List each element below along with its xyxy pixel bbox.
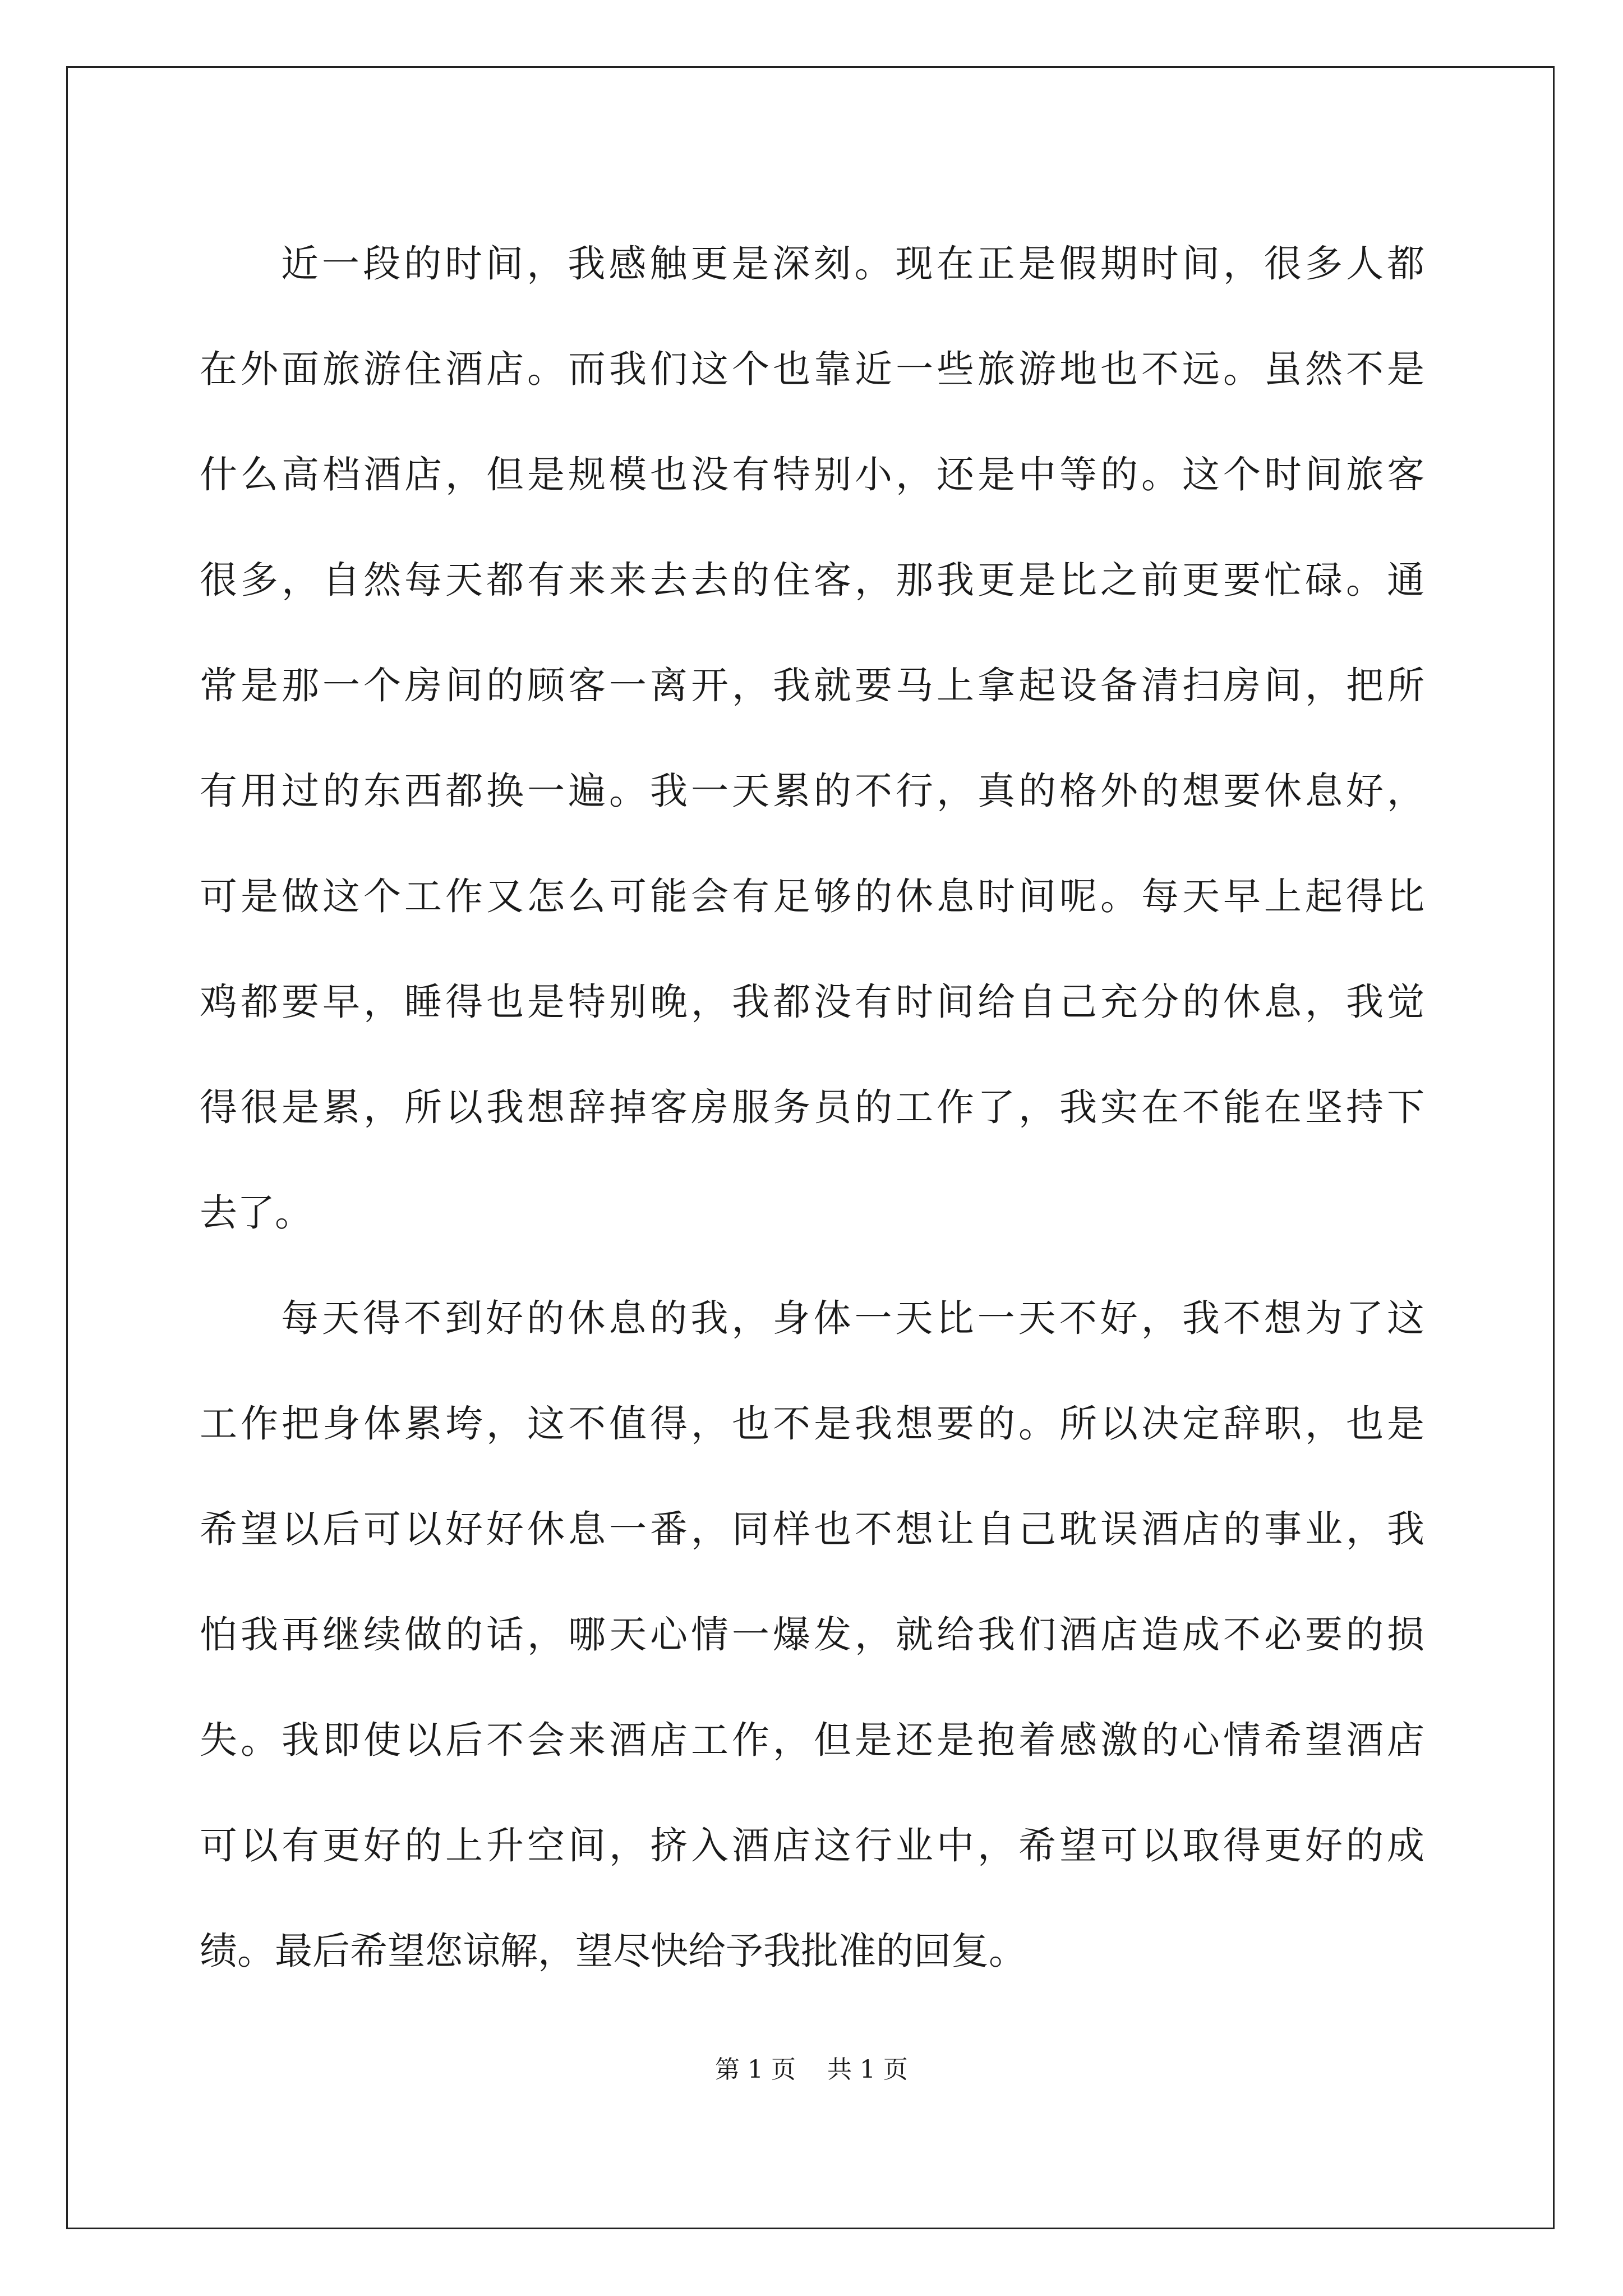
paragraph-line: 去了。: [200, 1191, 312, 1235]
paragraph-line: 在外面旅游住酒店。而我们这个也靠近一些旅游地也不远。虽然不是: [200, 347, 1424, 391]
paragraph-line: 每天得不到好的休息的我，身体一天比一天不好，我不想为了这: [281, 1296, 1424, 1340]
paragraph-line: 很多，自然每天都有来来去去的住客，那我更是比之前更要忙碌。通: [200, 558, 1424, 602]
paragraph-line: 可以有更好的上升空间，挤入酒店这行业中，希望可以取得更好的成: [200, 1824, 1424, 1867]
paragraph-line: 鸡都要早，睡得也是特别晚，我都没有时间给自己充分的休息，我觉: [200, 980, 1424, 1024]
paragraph-line: 得很是累，所以我想辞掉客房服务员的工作了，我实在不能在坚持下: [200, 1085, 1424, 1129]
page-number-footer: 第 1 页 共 1 页: [715, 2055, 908, 2084]
paragraph-line: 工作把身体累垮，这不值得，也不是我想要的。所以决定辞职，也是: [200, 1402, 1424, 1446]
paragraph-line: 什么高档酒店，但是规模也没有特别小，还是中等的。这个时间旅客: [200, 453, 1424, 496]
paragraph-2: [200, 1266, 1424, 2004]
paragraph-line: 希望以后可以好好休息一番，同样也不想让自己耽误酒店的事业，我: [200, 1507, 1424, 1551]
paragraph-line: 怕我再继续做的话，哪天心情一爆发，就给我们酒店造成不必要的损: [200, 1613, 1424, 1657]
paragraph-line: 常是那一个房间的顾客一离开，我就要马上拿起设备清扫房间，把所: [200, 664, 1424, 707]
paragraph-1: [200, 211, 1424, 1266]
paragraph-line: 可是做这个工作又怎么可能会有足够的休息时间呢。每天早上起得比: [200, 875, 1424, 918]
paragraph-line: 近一段的时间，我感触更是深刻。现在正是假期时间，很多人都: [281, 242, 1424, 286]
paragraph-line: 失。我即使以后不会来酒店工作，但是还是抱着感激的心情希望酒店: [200, 1718, 1424, 1762]
paragraph-line: 有用过的东西都换一遍。我一天累的不行，真的格外的想要休息好，: [200, 769, 1424, 813]
document-body: [200, 211, 1424, 2004]
paragraph-line: 绩。最后希望您谅解，望尽快给予我批准的回复。: [200, 1929, 1026, 1973]
